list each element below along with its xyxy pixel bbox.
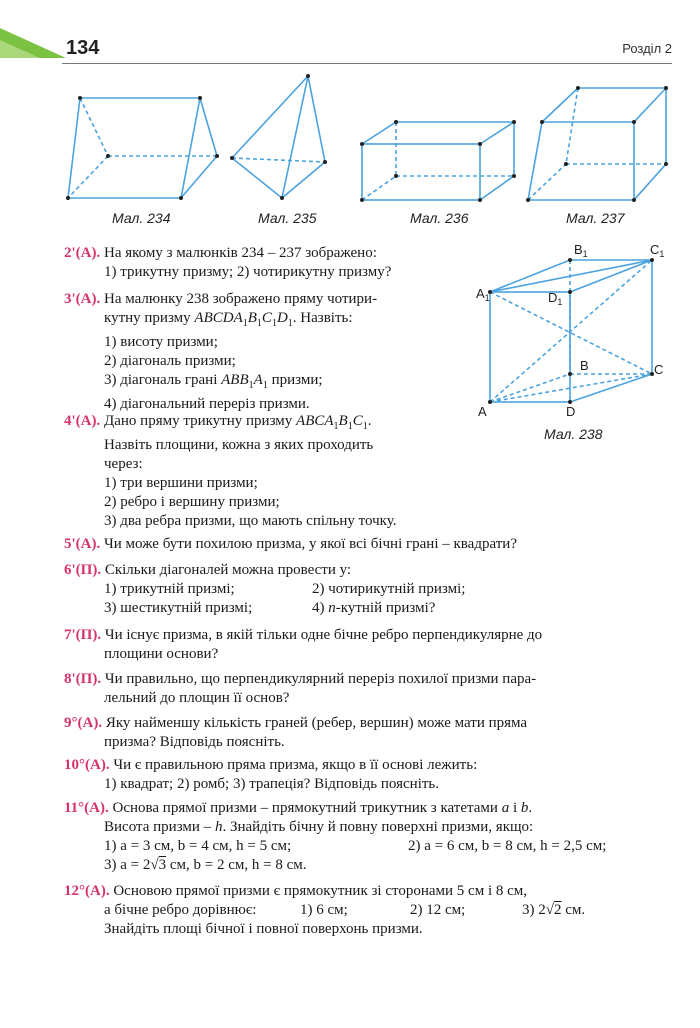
exercise-6: 6'(П). Скільки діагоналей можна провести у: 1) трикутній призмі; 2) чотирикутній призмі; 3) шестикутній призмі; 4) n-кутній призмі? bbox=[64, 562, 466, 616]
label-D: D bbox=[566, 404, 576, 419]
exercise-7: 7'(П). Чи існує призма, в якій тільки одне бічне ребро перпендикулярне до площини основи? bbox=[64, 627, 543, 662]
caption-234: Мал. 234 bbox=[112, 210, 171, 226]
figure-236 bbox=[362, 122, 514, 200]
figure-235 bbox=[232, 76, 325, 198]
caption-238: Мал. 238 bbox=[544, 426, 603, 442]
exercise-12: 12°(А). Основою прямої призми є прямокутник зі сторонами 5 см і 8 см, а бічне ребро дорівнює: 1) 6 см; 2) 12 см; 3) 2√2 см. Знайдіть площі бічної і повної поверхонь призми. bbox=[64, 883, 586, 937]
exercise-4: 4'(А). Дано пряму трикутну призму $ABCA_1B_1C_1$. Назвіть площини, кожна з яких проходить через: 1) три вершини призми; 2) ребро і вершину призми; 3) два ребра призми, що мають спільну точку. bbox=[64, 413, 397, 529]
exercise-number: 12°(А). bbox=[64, 883, 110, 899]
exercise-5: 5'(А). Чи може бути похилою призма, у якої всі бічні грані – квадрати? bbox=[64, 536, 517, 552]
caption-235: Мал. 235 bbox=[258, 210, 317, 226]
label-B: B bbox=[580, 358, 589, 373]
header-rule bbox=[62, 63, 672, 64]
figure-234-vertices bbox=[66, 96, 219, 200]
exercise-number: 4'(А). bbox=[64, 413, 101, 429]
exercise-10: 10°(А). Чи є правильною пряма призма, якщо в її основі лежить: 1) квадрат; 2) ромб; 3) трапеція? Відповідь поясніть. bbox=[64, 757, 478, 792]
exercise-3: 3'(А). На малюнку 238 зображено пряму чотири- кутну призму $ABCDA_1B_1C_1D_1$. Назвіть: 1) висоту призми; 2) діагональ призми; 3) діагональ грані $ABB_1A_1$ призми; 4) діагональний переріз призми. bbox=[64, 291, 378, 412]
exercise-9: 9°(А). Яку найменшу кількість граней (ребер, вершин) може мати пряма призма? Відповідь поясніть. bbox=[64, 715, 528, 750]
exercise-8: 8'(П). Чи правильно, що перпендикулярний переріз похилої призми пара- лельний до площин її основ? bbox=[64, 671, 537, 706]
label-C1: $C_1$ bbox=[650, 242, 665, 259]
label-C: C bbox=[654, 362, 664, 377]
figure-234 bbox=[68, 98, 217, 198]
label-A1: $A_1$ bbox=[476, 286, 490, 303]
exercise-2: 2'(А). На якому з малюнків 234 – 237 зображено: 1) трикутну призму; 2) чотирикутну призму? bbox=[64, 245, 392, 280]
exercise-number: 8'(П). bbox=[64, 671, 102, 687]
figure-235-vertices bbox=[230, 74, 327, 200]
exercise-11: 11°(А). Основа прямої призми – прямокутний трикутник з катетами a і b. Висота призми – h. Знайдіть бічну й повну поверхні призми, якщо: 1) a = 3 см, b = 4 см, h = 5 см; 2) a = 6 см, b = 8 см, h = 2,5 см; 3) a = 2√3 см, b = 2 см, h = 8 см. bbox=[64, 800, 607, 873]
section-title: Розділ 2 bbox=[622, 41, 672, 56]
figure-236-vertices bbox=[360, 120, 516, 202]
exercise-number: 9°(А). bbox=[64, 715, 103, 731]
figures-row bbox=[60, 70, 700, 220]
exercise-number: 2'(А). bbox=[64, 245, 101, 261]
exercise-number: 3'(А). bbox=[64, 291, 101, 307]
figure-238 bbox=[470, 240, 690, 430]
page-header bbox=[0, 0, 700, 70]
exercise-number: 7'(П). bbox=[64, 627, 102, 643]
label-D1: $D_1$ bbox=[548, 290, 563, 307]
exercise-number: 6'(П). bbox=[64, 562, 102, 578]
label-A: A bbox=[478, 404, 487, 419]
exercise-number: 5'(А). bbox=[64, 536, 101, 552]
exercise-number: 11°(А). bbox=[64, 800, 109, 816]
label-B1: $B_1$ bbox=[574, 242, 588, 259]
exercise-number: 10°(А). bbox=[64, 757, 110, 773]
header-decoration bbox=[0, 0, 700, 70]
page-number: 134 bbox=[66, 37, 100, 59]
caption-236: Мал. 236 bbox=[410, 210, 469, 226]
caption-237: Мал. 237 bbox=[566, 210, 625, 226]
figure-237 bbox=[528, 88, 666, 200]
